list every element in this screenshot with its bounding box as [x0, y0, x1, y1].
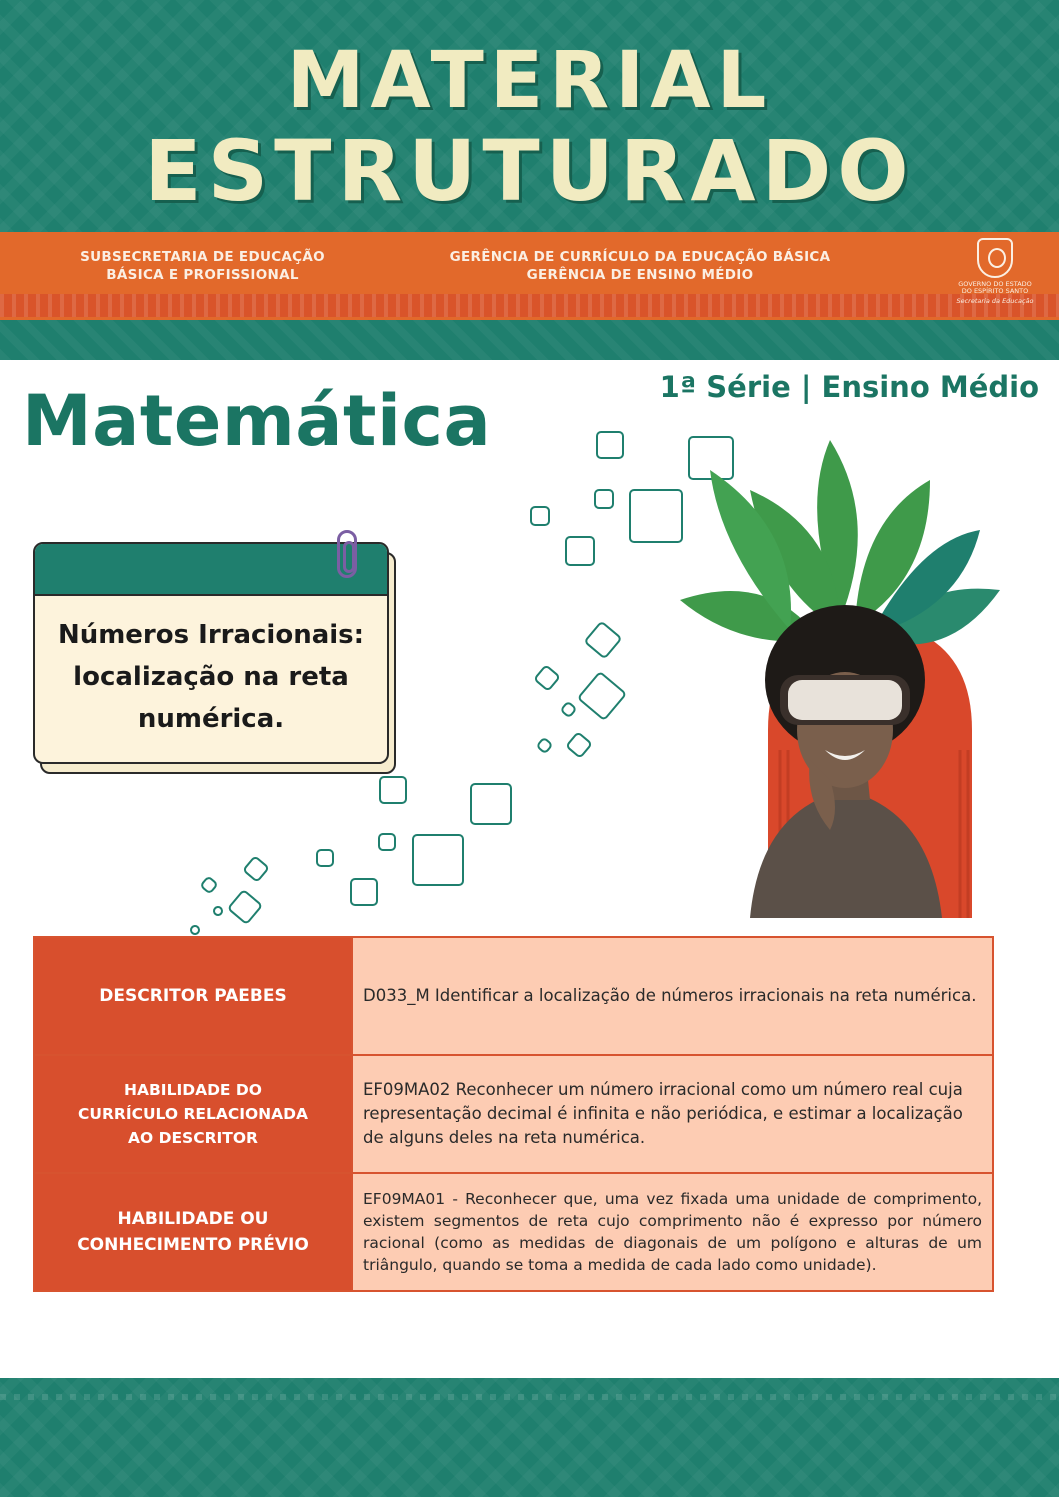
- deco-square: [583, 620, 622, 659]
- teal-strip: [0, 320, 1059, 360]
- habilidade-previa-text: EF09MA01 - Reconhecer que, uma vez fixada uma unidade de comprimento, existem segmentos de reta cujo comprimento não é expresso por número racional (como as medidas de diagonais de um polígono e alturas de um triângulo, quando se toma a medida de cada lado como unidade).: [352, 1173, 993, 1291]
- topic-title-line-3: numérica.: [137, 704, 285, 734]
- topic-card-header: [35, 544, 387, 596]
- paperclip-icon: [337, 530, 357, 578]
- gov-logo-text: [955, 281, 1035, 295]
- label-line: AO DESCRITOR: [128, 1129, 258, 1147]
- label-line: HABILIDADE OU: [117, 1209, 269, 1229]
- footer-banner: [0, 1378, 1059, 1497]
- topic-card: [33, 542, 389, 764]
- deco-square: [199, 875, 219, 895]
- descriptor-table: [33, 936, 994, 1292]
- deco-square: [565, 536, 595, 566]
- header-banner: [0, 0, 1059, 232]
- org-subsecretaria-line-2: BÁSICA E PROFISSIONAL: [106, 267, 299, 283]
- deco-square: [379, 776, 407, 804]
- deco-square: [211, 904, 225, 918]
- deco-square: [594, 489, 614, 509]
- title-line-2: ESTRUTURADO: [144, 122, 915, 220]
- title-line-1: MATERIAL: [286, 36, 773, 126]
- deco-square: [227, 889, 264, 926]
- topic-title: [35, 596, 387, 740]
- vr-headset-front: [788, 680, 902, 720]
- deco-square: [350, 878, 378, 906]
- label-line: CONHECIMENTO PRÉVIO: [77, 1235, 309, 1255]
- table-row: [34, 1055, 993, 1173]
- deco-square: [629, 489, 683, 543]
- label-line: DESCRITOR PAEBES: [99, 986, 287, 1006]
- subject-title: Matemática: [22, 380, 492, 462]
- deco-square: [412, 834, 464, 886]
- gov-logo-subtitle: Secretaria da Educação: [956, 297, 1034, 305]
- org-subsecretaria: [60, 248, 345, 284]
- deco-square: [470, 783, 512, 825]
- deco-square: [559, 700, 577, 718]
- org-gerencia-line-2: GERÊNCIA DE ENSINO MÉDIO: [526, 267, 754, 283]
- table-row: [34, 1173, 993, 1291]
- deco-square: [188, 923, 202, 937]
- deco-square: [535, 736, 553, 754]
- label-habilidade-previa: [34, 1173, 352, 1291]
- habilidade-curriculo-text: EF09MA02 Reconhecer um número irracional como um número real cuja representação decimal é infinita e não periódica, e estimar a localização de alguns deles na reta numérica.: [352, 1055, 993, 1173]
- deco-square: [378, 833, 396, 851]
- grade-label: 1ª Série | Ensino Médio: [659, 370, 1039, 404]
- label-line: HABILIDADE DO: [124, 1081, 262, 1099]
- table-row: [34, 937, 993, 1055]
- org-subsecretaria-line-1: SUBSECRETARIA DE EDUCAÇÃO: [80, 249, 325, 265]
- descritor-paebes-text: D033_M Identificar a localização de números irracionais na reta numérica.: [352, 937, 993, 1055]
- deco-square: [577, 671, 628, 722]
- deco-square: [533, 664, 561, 692]
- label-descritor-paebes: [34, 937, 352, 1055]
- org-gerencia-line-1: GERÊNCIA DE CURRÍCULO DA EDUCAÇÃO BÁSICA: [449, 249, 831, 265]
- label-line: CURRÍCULO RELACIONADA: [77, 1105, 308, 1123]
- deco-square: [316, 849, 334, 867]
- gov-logo-line-1: GOVERNO DO ESTADO: [958, 280, 1032, 288]
- topic-title-line-1: Números Irracionais:: [57, 620, 365, 650]
- girl-vr-headset-illustration: [680, 430, 1020, 920]
- deco-square: [242, 855, 270, 883]
- label-habilidade-curriculo: [34, 1055, 352, 1173]
- org-gerencia: [420, 248, 860, 284]
- pattern-band: [0, 294, 1059, 320]
- gov-logo-line-2: DO ESPÍRITO SANTO: [961, 287, 1029, 295]
- deco-square: [530, 506, 550, 526]
- deco-square: [565, 731, 593, 759]
- topic-title-line-2: localização na reta: [73, 662, 349, 692]
- deco-square: [596, 431, 624, 459]
- government-logo: [955, 238, 1035, 316]
- state-coat-of-arms-icon: [977, 238, 1013, 278]
